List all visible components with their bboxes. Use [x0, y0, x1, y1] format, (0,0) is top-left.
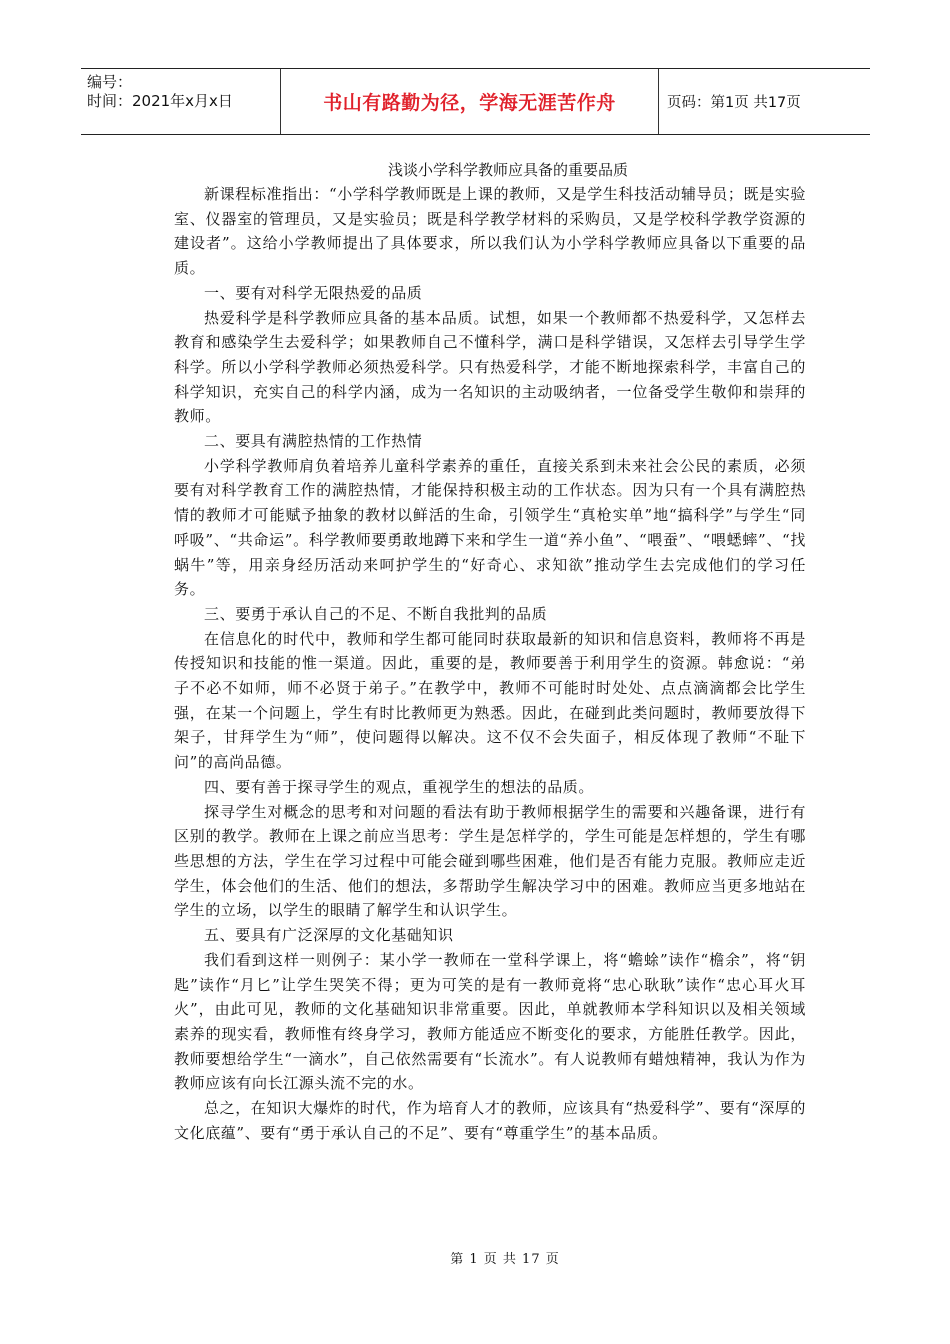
section-paragraph-5: 我们看到这样一则例子：某小学一教师在一堂科学课上，将“蟾蜍”读作“檐余”，将“钥匙”读作“月匕”让学生哭笑不得；更为可笑的是有一教师竟将“忠心耿耿”读作“忠心耳火耳火”，由此可见，教师的文化基础知识非常重要。因此，单就教师本学科知识以及相关领域素养的现实看，教师惟有终身学习，教师方能适应不断变化的要求，方能胜任教学。因此，教师要想给学生“一滴水”，自己依然需要有“长流水”。有人说教师有蜡烛精神，我认为作为教师应该有向长江源头流不完的水。: [174, 950, 806, 1093]
section-heading-3: 三、要勇于承认自己的不足、不断自我批判的品质: [204, 604, 548, 623]
section-paragraph-4: 探寻学生对概念的思考和对问题的看法有助于教师根据学生的需要和兴趣备课，进行有区别的教学。教师在上课之前应当思考：学生是怎样学的，学生可能是怎样想的，学生有哪些思想的方法，学生在学习过程中可能会碰到哪些困难，他们是否有能力克服。教师应走近学生，体会他们的生活、他们的想法，多帮助学生解决学习中的困难。教师应当更多地站在学生的立场，以学生的眼睛了解学生和认识学生。: [174, 802, 806, 920]
article-title: 浅谈小学科学教师应具备的重要品质: [387, 161, 628, 179]
page-info: 页码：第1页 共17页: [667, 95, 801, 111]
header-meta-cell: [81, 69, 281, 134]
article-body: [174, 158, 806, 1145]
document-header: [81, 68, 870, 135]
section-heading-2: 二、要具有满腔热情的工作热情: [204, 432, 423, 451]
section-heading-5: 五、要具有广泛深厚的文化基础知识: [204, 926, 454, 945]
date-label: 时间：2021年x月x日: [87, 92, 233, 110]
motto-text: 书山有路勤为径，学海无涯苦作舟: [323, 92, 616, 114]
section-heading-1: 一、要有对科学无限热爱的品质: [204, 283, 423, 302]
section-paragraph-3: 在信息化的时代中，教师和学生都可能同时获取最新的知识和信息资料，教师将不再是传授知识和技能的惟一渠道。因此，重要的是，教师要善于利用学生的资源。韩愈说：“弟子不必不如师，师不必贤于弟子。”在教学中，教师不可能时时处处、点点滴滴都会比学生强，在某一个问题上，学生有时比教师更为熟悉。因此，在碰到此类问题时，教师要放得下架子，甘拜学生为“师”，使问题得以解决。这不仅不会失面子，相反体现了教师“不耻下问”的高尚品德。: [174, 629, 806, 772]
header-motto-cell: [281, 69, 659, 134]
section-paragraph-1: 热爱科学是科学教师应具备的基本品质。试想，如果一个教师都不热爱科学，又怎样去教育和感染学生去爱科学；如果教师自己不懂科学，满口是科学错误，又怎样去引导学生学科学。所以小学科学教师必须热爱科学。只有热爱科学，才能不断地探索科学，丰富自己的科学知识，充实自己的科学内涵，成为一名知识的主动吸纳者，一位备受学生敬仰和崇拜的教师。: [174, 308, 806, 426]
header-page-cell: [659, 69, 870, 134]
conclusion-paragraph: 总之，在知识大爆炸的时代，作为培育人才的教师，应该具有“热爱科学”、要有“深厚的文化底蕴”、要有“勇于承认自己的不足”、要有“尊重学生”的基本品质。: [174, 1099, 807, 1142]
page-footer: 第 1 页 共 17 页: [450, 1252, 560, 1267]
intro-paragraph: 新课程标准指出：“小学科学教师既是上课的教师，又是学生科技活动辅导员；既是实验室、仪器室的管理员，又是实验员；既是科学教学材料的采购员，又是学校科学教学资源的建设者”。这给小学教师提出了具体要求，所以我们认为小学科学教师应具备以下重要的品质。: [174, 185, 806, 278]
section-paragraph-2: 小学科学教师肩负着培养儿童科学素养的重任，直接关系到未来社会公民的素质，必须要有对科学教育工作的满腔热情，才能保持积极主动的工作状态。因为只有一个具有满腔热情的教师才可能赋予抽象的教材以鲜活的生命，引领学生“真枪实单”地“搞科学”与学生“同呼吸”、“共命运”。科学教师要勇敢地蹲下来和学生一道“养小鱼”、“喂蚕”、“喂蟋蟀”、“找蜗牛”等，用亲身经历活动来呵护学生的“好奇心、求知欲”推动学生去完成他们的学习任务。: [174, 456, 806, 599]
section-heading-4: 四、要有善于探寻学生的观点，重视学生的想法的品质。: [204, 777, 595, 796]
serial-number-label: 编号：: [87, 73, 133, 91]
